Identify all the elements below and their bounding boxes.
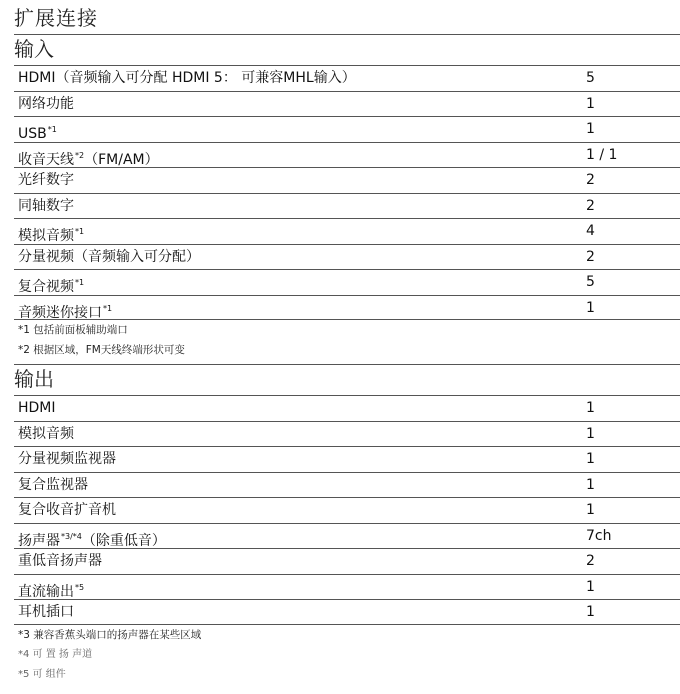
input-row-footnote-mark: *2 bbox=[75, 150, 85, 160]
output-row-footnote-mark: *3/*4 bbox=[61, 531, 82, 541]
input-row-value: 1 bbox=[586, 121, 595, 137]
input-table bbox=[14, 65, 680, 320]
input-row bbox=[14, 167, 680, 193]
input-row bbox=[14, 218, 680, 244]
output-row-label bbox=[18, 396, 56, 421]
output-row-label bbox=[18, 422, 74, 447]
input-row-label-suffix: （FM/AM） bbox=[84, 151, 159, 168]
input-row-value: 5 bbox=[586, 274, 595, 290]
input-row-label bbox=[18, 296, 112, 326]
output-section-heading: 输出 bbox=[14, 364, 680, 395]
input-section-heading: 输入 bbox=[14, 34, 680, 65]
output-row-label bbox=[18, 549, 102, 574]
input-row bbox=[14, 244, 680, 270]
input-row-footnote-mark: *1 bbox=[103, 303, 113, 313]
output-row bbox=[14, 523, 680, 549]
output-row-label-text: 模拟音频 bbox=[18, 425, 74, 442]
output-note-5: *5 可 组件 bbox=[18, 668, 66, 680]
output-row-label bbox=[18, 600, 74, 625]
output-row-label-text: HDMI bbox=[18, 400, 56, 416]
output-row bbox=[14, 395, 680, 421]
input-row-label-text: 模拟音频 bbox=[18, 228, 74, 244]
input-row-value: 2 bbox=[586, 197, 595, 214]
page-title: 扩展连接 bbox=[14, 6, 98, 30]
output-row-value: 1 bbox=[586, 578, 595, 595]
output-row-label-text: 扬声器 bbox=[18, 532, 60, 549]
input-row-value: 1 bbox=[586, 95, 595, 112]
output-row-value: 1 bbox=[586, 604, 595, 620]
output-row bbox=[14, 497, 680, 523]
input-row-footnote-mark: *1 bbox=[75, 227, 85, 236]
input-row-footnote-mark: *1 bbox=[75, 278, 85, 287]
output-row-value: 2 bbox=[586, 553, 595, 569]
output-row-label-suffix: （除重低音） bbox=[81, 532, 166, 549]
output-row-value: 1 bbox=[586, 502, 595, 518]
output-row-label-text: 耳机插口 bbox=[18, 604, 74, 620]
input-row-value: 1 / 1 bbox=[586, 146, 618, 163]
output-row-value: 1 bbox=[586, 425, 595, 442]
output-row-label-text: 复合收音扩音机 bbox=[18, 502, 116, 518]
input-row-value: 4 bbox=[586, 223, 595, 239]
input-row-label bbox=[18, 92, 74, 117]
input-row-label-text: 网络功能 bbox=[18, 95, 74, 112]
input-row bbox=[14, 91, 680, 117]
input-row-label-text: HDMI（音频输入可分配 HDMI 5： 可兼容MHL输入） bbox=[18, 70, 356, 86]
output-row-label bbox=[18, 498, 116, 523]
output-table bbox=[14, 395, 680, 625]
input-row bbox=[14, 116, 680, 142]
output-row-value: 1 bbox=[586, 451, 595, 467]
output-note-3: *3 兼容香蕉头端口的扬声器在某些区域 bbox=[18, 628, 202, 641]
output-row bbox=[14, 472, 680, 498]
input-row-value: 5 bbox=[586, 70, 595, 86]
input-row-value: 2 bbox=[586, 248, 595, 265]
input-row bbox=[14, 295, 680, 321]
input-row-label bbox=[18, 168, 74, 193]
output-row-label bbox=[18, 447, 116, 472]
input-row-label-text: 同轴数字 bbox=[18, 197, 74, 214]
input-row-label-text: 光纤数字 bbox=[18, 172, 74, 188]
output-row bbox=[14, 421, 680, 447]
output-row-label-text: 分量视频监视器 bbox=[18, 451, 116, 467]
output-row-label-text: 直流输出 bbox=[18, 583, 74, 600]
input-row bbox=[14, 193, 680, 219]
input-row-label bbox=[18, 245, 200, 270]
input-row-label-text: 音频迷你接口 bbox=[18, 304, 102, 321]
input-row bbox=[14, 269, 680, 295]
input-row-label-text: USB bbox=[18, 126, 47, 142]
output-row-footnote-mark: *5 bbox=[75, 582, 85, 592]
input-row-value: 2 bbox=[586, 172, 595, 188]
input-row-label bbox=[18, 66, 356, 91]
input-row-footnote-mark: *1 bbox=[47, 125, 57, 134]
input-row-label-text: 复合视频 bbox=[18, 279, 74, 295]
input-row bbox=[14, 65, 680, 91]
output-row bbox=[14, 574, 680, 600]
input-row-label-text: 分量视频（音频输入可分配） bbox=[18, 248, 200, 265]
output-row-label-text: 复合监视器 bbox=[18, 476, 88, 493]
input-row-value: 1 bbox=[586, 299, 595, 316]
input-note-2: *2 根据区域，FM天线终端形状可变 bbox=[18, 344, 185, 356]
output-row bbox=[14, 599, 680, 625]
output-row-label bbox=[18, 473, 88, 498]
output-row-value: 1 bbox=[586, 476, 595, 493]
output-note-4: *4 可 置 扬 声道 bbox=[18, 648, 93, 660]
input-row-label bbox=[18, 194, 74, 219]
output-row-value: 1 bbox=[586, 400, 595, 416]
output-row-label-text: 重低音扬声器 bbox=[18, 553, 102, 569]
output-row-value: 7ch bbox=[586, 527, 612, 544]
output-row bbox=[14, 548, 680, 574]
input-note-1: *1 包括前面板辅助端口 bbox=[18, 324, 128, 336]
input-row bbox=[14, 142, 680, 168]
output-row bbox=[14, 446, 680, 472]
input-row-label-text: 收音天线 bbox=[18, 151, 74, 168]
